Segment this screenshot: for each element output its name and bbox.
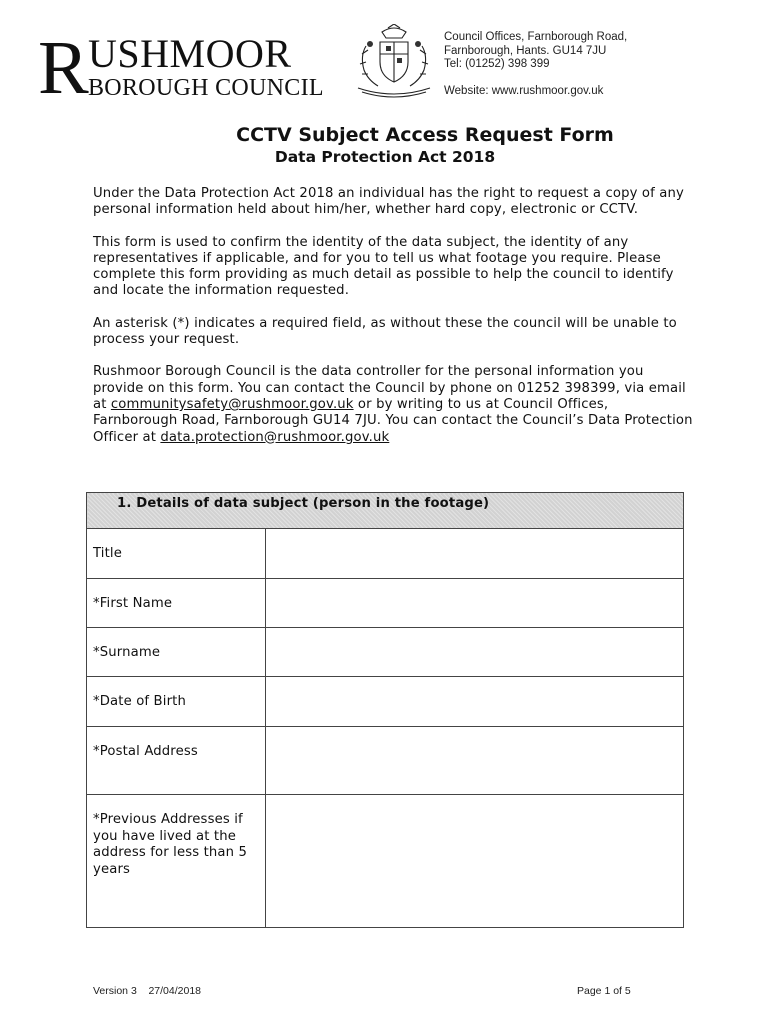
coat-of-arms-icon [352,24,436,100]
first-name-field-cell[interactable] [266,579,684,628]
intro-paragraph-3: An asterisk (*) indicates a required field, as without these the council will be unable to process your request. [93,315,677,348]
date-of-birth-field-cell[interactable] [266,677,684,727]
field-label-first-name: *First Name [87,579,266,628]
paragraph-4-text-start: Rushmoor Borough Council is the data controller for the personal information you provide on this form. You can contact the Council by phone on 01252 398399, via email at [93,364,686,412]
postal-address-field[interactable] [266,727,683,790]
data-protection-email-link[interactable]: data.protection@rushmoor.gov.uk [160,429,390,445]
data-subject-details-table [86,492,684,928]
form-row-previous-addresses [87,795,684,928]
address-tel: Tel: (01252) 398 399 [444,58,550,70]
form-row-surname [87,628,684,677]
section-1-heading: 1. Details of data subject (person in the footage) [87,493,684,529]
title-field[interactable] [266,529,683,556]
surname-field[interactable] [266,628,683,655]
first-name-field[interactable] [266,579,683,606]
form-row-title [87,529,684,579]
intro-paragraph-4 [93,364,693,445]
previous-addresses-field[interactable] [266,795,683,923]
footer-page-number: Page 1 of 5 [577,985,631,997]
surname-field-cell[interactable] [266,628,684,677]
previous-addresses-field-cell[interactable] [266,795,684,928]
field-label-title: Title [87,529,266,579]
council-logo [38,26,348,110]
footer-version: Version 3 27/04/2018 [93,985,201,997]
address-line2: Farnborough, Hants. GU14 7JU [444,44,607,57]
field-label-surname: *Surname [87,628,266,677]
intro-paragraph-1: Under the Data Protection Act 2018 an individual has the right to request a copy of any personal information held about him/her, whether hard copy, electronic or CCTV. [93,186,684,218]
title-field-cell[interactable] [266,529,684,579]
field-label-postal-address: *Postal Address [87,727,266,795]
field-label-previous-addresses: *Previous Addresses if you have lived at the address for less than 5 years [87,795,266,928]
form-row-date-of-birth [87,677,684,727]
field-label-date-of-birth: *Date of Birth [87,677,266,727]
council-address [444,31,627,98]
form-row-postal-address [87,727,684,795]
logo-initial: R [38,26,89,110]
document-subtitle: Data Protection Act 2018 [274,148,496,166]
date-of-birth-field[interactable] [266,677,683,704]
intro-text [93,186,693,462]
postal-address-field-cell[interactable] [266,727,684,795]
address-line1: Council Offices, Farnborough Road, [444,31,628,43]
address-website: Website: www.rushmoor.gov.uk [444,84,604,97]
paragraph-4-text-middle: or by writing to us at Council Offices, Farnborough Road, Farnborough GU14 7JU. You can contact the Council’s Data Protection Officer at [93,396,693,445]
logo-line2: BOROUGH COUNCIL [88,75,324,101]
form-row-first-name [87,579,684,628]
logo-line1: USHMOOR [88,31,292,76]
document-title: CCTV Subject Access Request Form [236,124,614,146]
community-safety-email-link[interactable]: communitysafety@rushmoor.gov.uk [110,396,354,412]
intro-paragraph-2: This form is used to confirm the identity of the data subject, the identity of any representatives if applicable, and for you to tell us what footage you require. Please complete this form providing as much detail as possible to help the council to identify and locate the information requested. [93,234,674,299]
